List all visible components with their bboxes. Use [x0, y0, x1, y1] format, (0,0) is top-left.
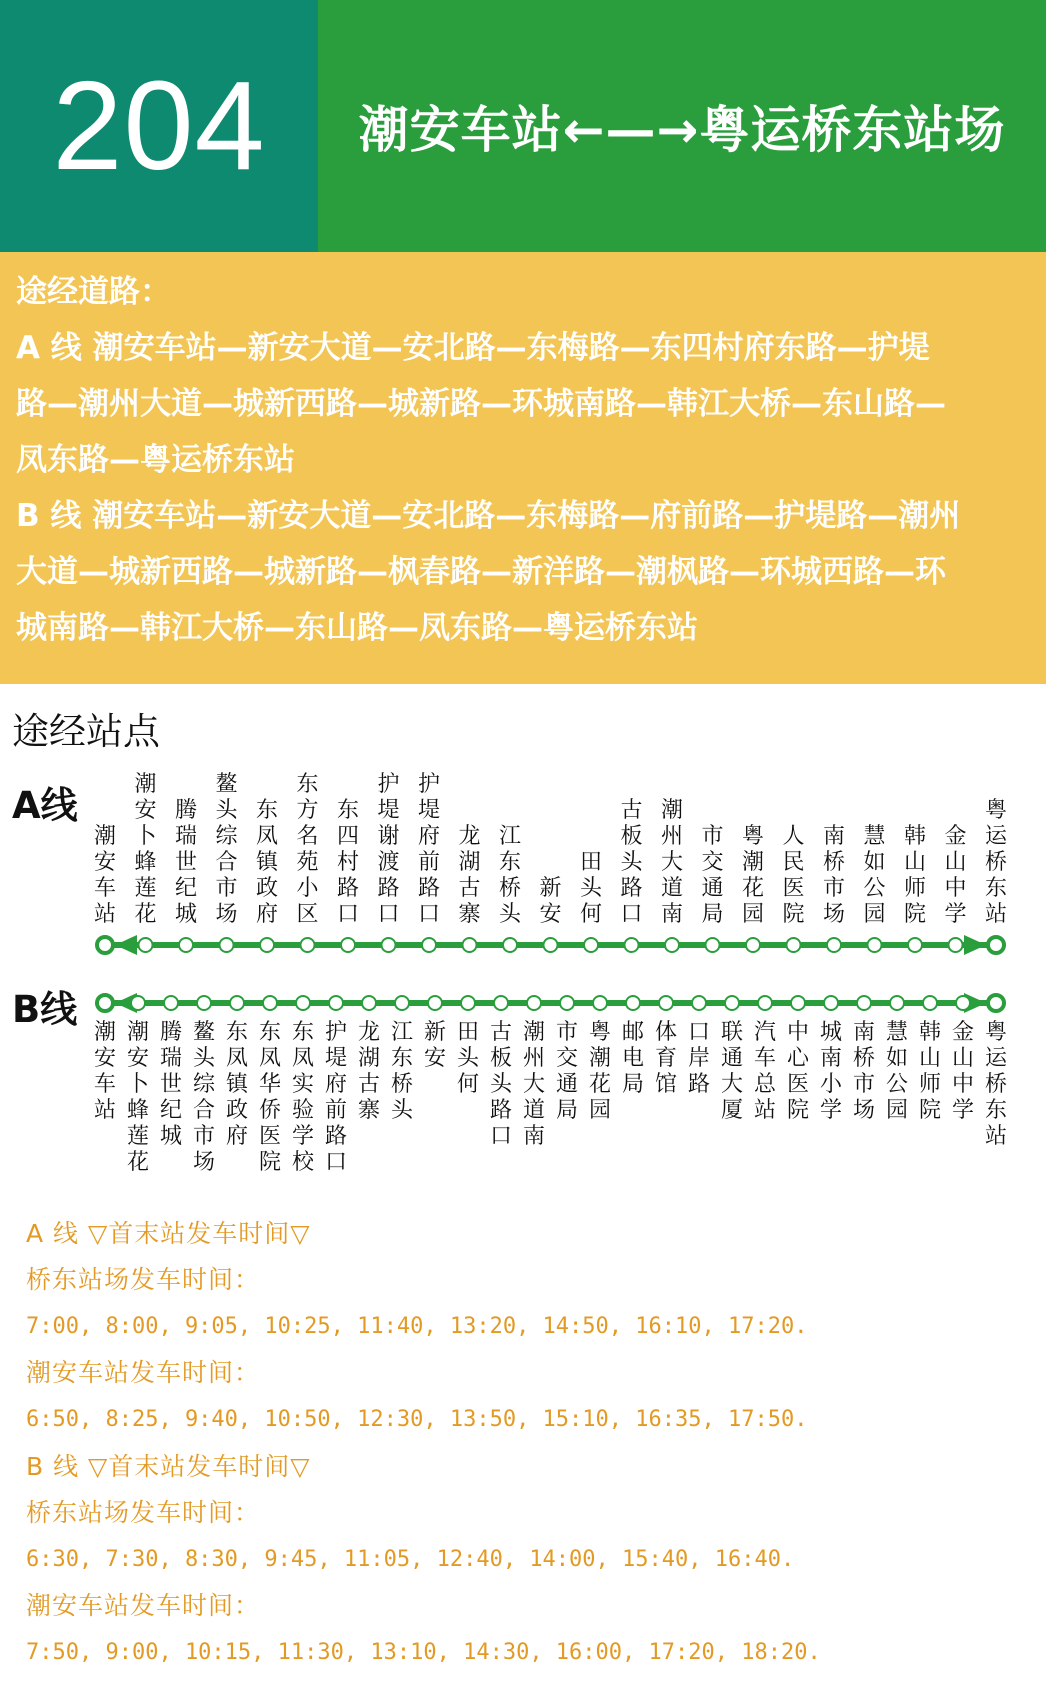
stop-name: 金山中学 — [951, 1020, 974, 1123]
stop-name: 市交通局 — [701, 824, 724, 927]
stop-name: 护堤谢渡路口 — [377, 772, 400, 927]
stop-dot — [824, 996, 838, 1010]
stop-name: 粤运桥东站 — [984, 798, 1007, 927]
terminal-stop-dot — [988, 937, 1004, 953]
stop-name: 市交通局 — [555, 1020, 578, 1123]
line-a-label: A线 — [12, 784, 78, 827]
stop-name: 鳌头综合市场 — [215, 772, 238, 927]
stop-name: 潮州大道南 — [522, 1020, 545, 1149]
stop-dot — [179, 938, 193, 952]
line-a-route — [0, 930, 1046, 960]
stop-label — [453, 824, 487, 928]
stop-dot — [626, 996, 640, 1010]
stop-dot — [139, 938, 153, 952]
stop-label — [121, 1020, 155, 1176]
stop-name: 鳌头综合市场 — [192, 1020, 215, 1175]
stop-name: 龙湖古寨 — [458, 824, 481, 927]
stop-dot — [296, 996, 310, 1010]
stop-dot — [584, 938, 598, 952]
stop-dot — [395, 996, 409, 1010]
stop-dot — [362, 996, 376, 1010]
stop-dot — [422, 938, 436, 952]
stop-label — [898, 824, 932, 928]
stop-name: 体育馆 — [654, 1020, 677, 1097]
schedule-a-header: A 线 ▽首末站发车时间▽ — [26, 1219, 311, 1248]
stop-dot — [461, 996, 475, 1010]
stop-dot — [329, 996, 343, 1010]
stop-name: 潮州大道南 — [660, 798, 683, 927]
stop-name: 潮安车站 — [93, 824, 116, 927]
stop-label — [88, 1020, 122, 1124]
stop-label — [517, 1020, 551, 1150]
stop-label — [286, 1020, 320, 1176]
stop-label — [939, 824, 973, 928]
stop-name: 腾瑞世纪城 — [174, 798, 197, 927]
schedule-a-qiaodong-label: 桥东站场发车时间： — [26, 1265, 261, 1294]
schedule-b-chaoan-label: 潮安车站发车时间： — [26, 1591, 261, 1620]
stop-name: 中心医院 — [786, 1020, 809, 1123]
stop-dot — [758, 996, 772, 1010]
stop-name: 护堤府前路口 — [417, 772, 440, 927]
stop-dot — [890, 996, 904, 1010]
stop-label — [319, 1020, 353, 1176]
stop-dot — [659, 996, 673, 1010]
road-line: 路—潮州大道—城新西路—城新路—环城南路—韩江大桥—东山路— — [16, 386, 946, 422]
stop-name: 江东桥头 — [498, 824, 521, 927]
stop-name: 慧如公园 — [885, 1020, 908, 1123]
stop-label — [655, 798, 689, 928]
stop-dot — [341, 938, 355, 952]
stop-label — [220, 1020, 254, 1150]
stop-dot — [164, 996, 178, 1010]
stop-name: 粤潮花园 — [588, 1020, 611, 1123]
stop-dot — [857, 996, 871, 1010]
stop-label — [649, 1020, 683, 1098]
stop-dot — [560, 996, 574, 1010]
stop-label — [858, 824, 892, 928]
stop-name: 城南小学 — [819, 1020, 842, 1123]
terminal-stop-dot — [988, 995, 1004, 1011]
stop-name: 联通大厦 — [720, 1020, 743, 1123]
stop-dot — [908, 938, 922, 952]
stop-name: 古板头路口 — [489, 1020, 512, 1149]
stop-dot — [949, 938, 963, 952]
stop-name: 田头何 — [579, 850, 602, 927]
stop-dot — [923, 996, 937, 1010]
stop-name: 新安 — [423, 1020, 446, 1071]
stop-name: 东凤镇政府 — [225, 1020, 248, 1149]
stop-dot — [868, 938, 882, 952]
stop-name: 东凤华侨医院 — [258, 1020, 281, 1175]
stop-name: 龙湖古寨 — [357, 1020, 380, 1123]
stop-label — [210, 772, 244, 928]
stop-label — [946, 1020, 980, 1124]
stop-dot — [503, 938, 517, 952]
stop-label — [493, 824, 527, 928]
schedule-b-header: B 线 ▽首末站发车时间▽ — [26, 1452, 311, 1481]
stop-dot — [787, 938, 801, 952]
stop-name: 护堤府前路口 — [324, 1020, 347, 1175]
stop-dot — [544, 938, 558, 952]
stop-name: 金山中学 — [944, 824, 967, 927]
line-b-label: B线 — [12, 988, 78, 1031]
stop-label — [781, 1020, 815, 1124]
stop-dot — [494, 996, 508, 1010]
stop-name: 潮安卜蜂莲花 — [126, 1020, 149, 1175]
stop-name: 韩山师院 — [903, 824, 926, 927]
schedule-a-qiaodong-times: 7:00, 8:00, 9:05, 10:25, 11:40, 13:20, 14:50, 16:10, 17:20. — [26, 1314, 808, 1339]
stop-dot — [382, 938, 396, 952]
stop-label — [736, 824, 770, 928]
stop-label — [352, 1020, 386, 1124]
route-header — [0, 0, 1046, 252]
stop-label — [979, 1020, 1013, 1150]
schedule-b-qiaodong-label: 桥东站场发车时间： — [26, 1498, 261, 1527]
stop-label — [253, 1020, 287, 1176]
stop-label — [291, 772, 325, 928]
stop-dot — [197, 996, 211, 1010]
stop-name: 汽车总站 — [753, 1020, 776, 1123]
roads-heading: 途经道路： — [16, 274, 171, 310]
stop-name: 口岸路 — [687, 1020, 710, 1097]
stop-dot — [746, 938, 760, 952]
stop-label — [616, 1020, 650, 1098]
stop-label — [817, 824, 851, 928]
stop-name: 东方名苑小区 — [296, 772, 319, 927]
stop-label — [534, 876, 568, 928]
stop-dot — [527, 996, 541, 1010]
stop-name: 潮安车站 — [93, 1020, 116, 1123]
route-title: 潮安车站←—→粤运桥东站场 — [358, 101, 1006, 159]
line-b-route — [0, 988, 1046, 1018]
stop-label — [715, 1020, 749, 1124]
stop-name: 东四村路口 — [336, 798, 359, 927]
stop-label — [880, 1020, 914, 1124]
route-number-box — [0, 0, 318, 252]
stop-label — [748, 1020, 782, 1124]
stop-dot — [956, 996, 970, 1010]
stop-label — [154, 1020, 188, 1150]
stop-name: 新安 — [539, 876, 562, 927]
stop-label — [847, 1020, 881, 1124]
stop-dot — [665, 938, 679, 952]
stop-label — [418, 1020, 452, 1072]
stop-label — [331, 798, 365, 928]
stop-label — [583, 1020, 617, 1124]
stop-name: 邮电局 — [621, 1020, 644, 1097]
stop-label — [385, 1020, 419, 1124]
stop-name: 古板头路口 — [620, 798, 643, 927]
stop-label — [550, 1020, 584, 1124]
stop-name: 南桥市场 — [822, 824, 845, 927]
stop-dot — [428, 996, 442, 1010]
stop-dot — [230, 996, 244, 1010]
stop-label — [615, 798, 649, 928]
stop-name: 腾瑞世纪城 — [159, 1020, 182, 1149]
stop-label — [696, 824, 730, 928]
route-title-box — [318, 0, 1046, 252]
road-line: A 线 潮安车站—新安大道—安北路—东梅路—东四村府东路—护堤 — [16, 330, 930, 366]
stop-label — [451, 1020, 485, 1098]
schedule-b-chaoan-times: 7:50, 9:00, 10:15, 11:30, 13:10, 14:30, 16:00, 17:20, 18:20. — [26, 1640, 821, 1665]
stop-name: 潮安卜蜂莲花 — [134, 772, 157, 927]
roads-section — [0, 252, 1046, 684]
stop-label — [979, 798, 1013, 928]
schedule-a-chaoan-label: 潮安车站发车时间： — [26, 1358, 261, 1387]
stop-dot — [827, 938, 841, 952]
stop-name: 东凤镇政府 — [255, 798, 278, 927]
stop-dot — [463, 938, 477, 952]
stop-label — [484, 1020, 518, 1150]
road-line: B 线 潮安车站—新安大道—安北路—东梅路—府前路—护堤路—潮州 — [16, 498, 961, 534]
stop-label — [372, 772, 406, 928]
direction-arrow-left — [115, 935, 137, 955]
stop-dot — [263, 996, 277, 1010]
stop-dot — [692, 996, 706, 1010]
stop-label — [814, 1020, 848, 1124]
stops-title: 途经站点 — [12, 710, 160, 753]
stop-label — [129, 772, 163, 928]
route-number: 204 — [52, 55, 266, 196]
stop-name: 韩山师院 — [918, 1020, 941, 1123]
stop-dot — [131, 996, 145, 1010]
stop-label — [169, 798, 203, 928]
terminal-stop-dot — [97, 937, 113, 953]
schedule-a-chaoan-times: 6:50, 8:25, 9:40, 10:50, 12:30, 13:50, 15:10, 16:35, 17:50. — [26, 1407, 808, 1432]
road-line: 城南路—韩江大桥—东山路—凤东路—粤运桥东站 — [16, 610, 698, 646]
stop-dot — [220, 938, 234, 952]
stop-label — [412, 772, 446, 928]
stop-label — [913, 1020, 947, 1124]
stop-label — [574, 850, 608, 928]
stop-name: 粤运桥东站 — [984, 1020, 1007, 1149]
stop-dot — [593, 996, 607, 1010]
road-line: 大道—城新西路—城新路—枫春路—新洋路—潮枫路—环城西路—环 — [16, 554, 946, 590]
direction-arrow-right — [964, 935, 986, 955]
stop-name: 慧如公园 — [863, 824, 886, 927]
stop-dot — [791, 996, 805, 1010]
stop-name: 江东桥头 — [390, 1020, 413, 1123]
stop-label — [88, 824, 122, 928]
stop-dot — [301, 938, 315, 952]
stop-dot — [706, 938, 720, 952]
stop-label — [777, 824, 811, 928]
stop-label — [187, 1020, 221, 1176]
stop-dot — [260, 938, 274, 952]
stop-name: 东凤实验学校 — [291, 1020, 314, 1175]
stop-dot — [625, 938, 639, 952]
stop-label — [250, 798, 284, 928]
road-line: 凤东路—粤运桥东站 — [16, 442, 295, 478]
stop-name: 南桥市场 — [852, 1020, 875, 1123]
terminal-stop-dot — [97, 995, 113, 1011]
stop-name: 人民医院 — [782, 824, 805, 927]
stop-name: 粤潮花园 — [741, 824, 764, 927]
stop-dot — [725, 996, 739, 1010]
schedule-b-qiaodong-times: 6:30, 7:30, 8:30, 9:45, 11:05, 12:40, 14:00, 15:40, 16:40. — [26, 1547, 795, 1572]
stop-name: 田头何 — [456, 1020, 479, 1097]
stop-label — [682, 1020, 716, 1098]
